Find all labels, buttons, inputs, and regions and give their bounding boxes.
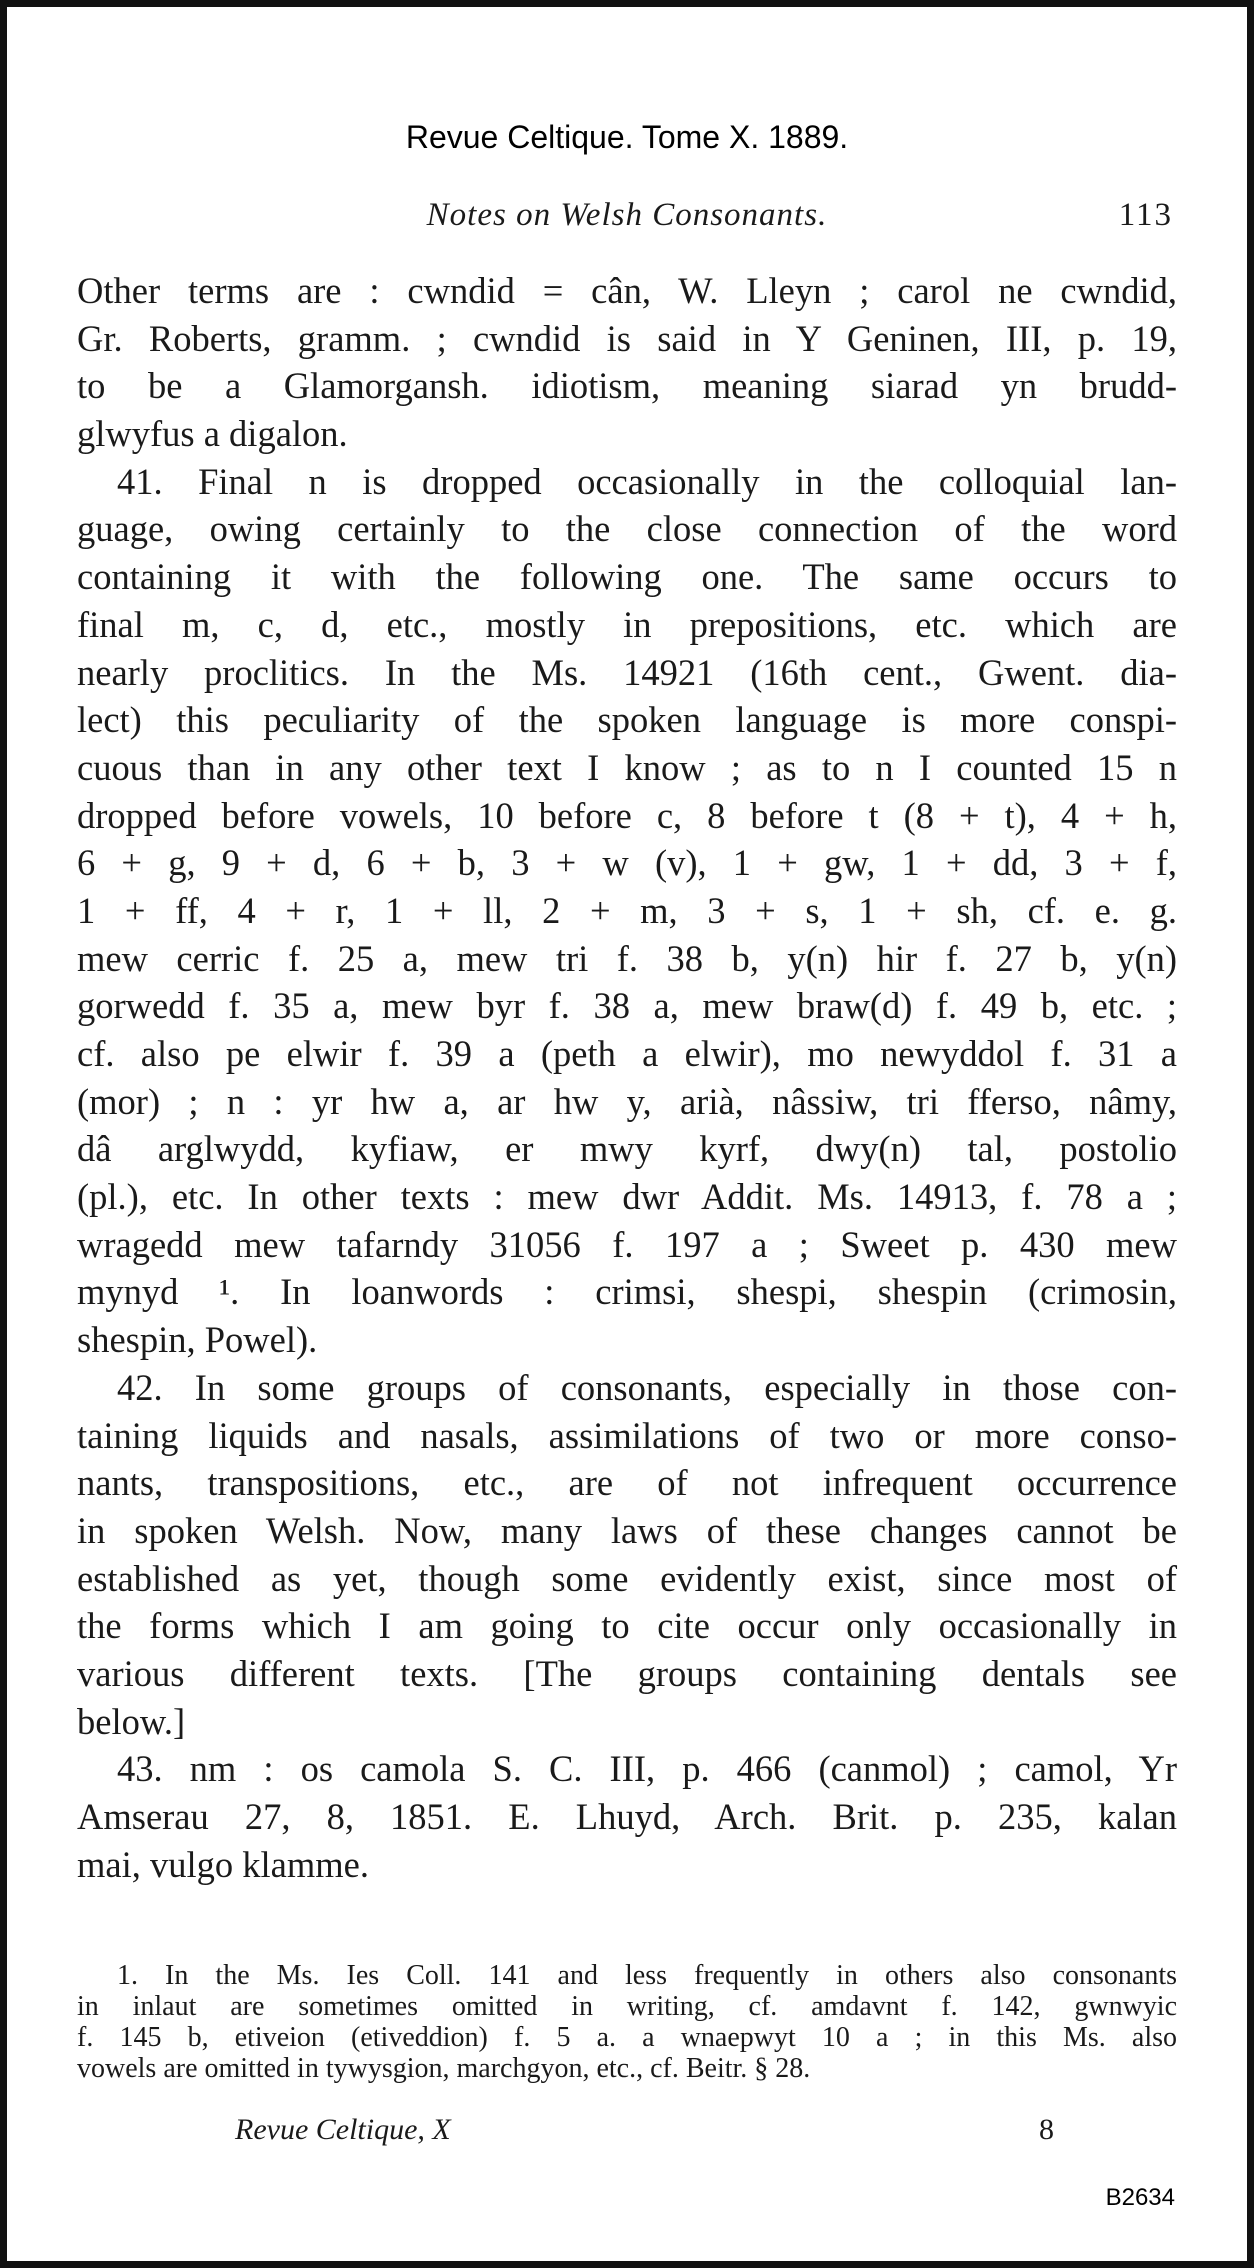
- archive-code: B2634: [1105, 2184, 1175, 2211]
- text-line: mew cerric f. 25 a, mew tri f. 38 b, y(n) hir f. 27 b, y(n): [77, 937, 1177, 979]
- text-line: Amserau 27, 8, 1851. E. Lhuyd, Arch. Brit. p. 235, kalan: [77, 1796, 1177, 1837]
- text-line: lect) this peculiarity of the spoken language is more conspi-: [77, 699, 1177, 741]
- text-line: gorwedd f. 35 a, mew byr f. 38 a, mew braw(d) f. 49 b, etc. ;: [77, 985, 1177, 1027]
- text-line: glwyfus a digalon.: [77, 413, 348, 455]
- text-line: final m, c, d, etc., mostly in prepositions, etc. which are: [77, 603, 1177, 645]
- text-line: various different texts. [The groups containing dentals see: [77, 1652, 1177, 1694]
- page-number: 113: [1118, 197, 1173, 233]
- text-line: (mor) ; n : yr hw a, ar hw y, arià, nâssiw, tri fferso, nâmy,: [77, 1080, 1177, 1122]
- text-line: in spoken Welsh. Now, many laws of these changes cannot be: [77, 1509, 1177, 1551]
- text-line: shespin, Powel).: [77, 1319, 318, 1361]
- paragraph-41-start: 41. Final n is dropped occasionally in the colloquial lan-: [117, 460, 1177, 502]
- footnotes: [77, 1960, 1177, 2084]
- text-line: cf. also pe elwir f. 39 a (peth a elwir), mo newyddol f. 31 a: [77, 1033, 1177, 1074]
- text-line: nearly proclitics. In the Ms. 14921 (16th cent., Gwent. dia-: [77, 651, 1177, 693]
- text-line: dâ arglwydd, kyfiaw, er mwy kyrf, dwy(n) tal, postolio: [77, 1128, 1177, 1170]
- text-line: cuous than in any other text I know ; as to n I counted 15 n: [77, 746, 1177, 788]
- source-header: Revue Celtique. Tome X. 1889.: [405, 119, 849, 155]
- running-head: [77, 197, 1177, 241]
- footnote-line: 1. In the Ms. Ies Coll. 141 and less frequently in others also consonants: [117, 1960, 1177, 1991]
- text-line: 6 + g, 9 + d, 6 + b, 3 + w (v), 1 + gw, 1 + dd, 3 + f,: [77, 842, 1177, 884]
- signature-title: Revue Celtique, X: [235, 2113, 451, 2146]
- text-line: containing it with the following one. The same occurs to: [77, 556, 1177, 598]
- text-line: (pl.), etc. In other texts : mew dwr Addit. Ms. 14913, f. 78 a ;: [77, 1176, 1177, 1218]
- text-line: mai, vulgo klamme.: [77, 1843, 369, 1885]
- text-line: nants, transpositions, etc., are of not infrequent occurrence: [77, 1462, 1177, 1504]
- footnote-line: vowels are omitted in tywysgion, marchgyon, etc., cf. Beitr. § 28.: [77, 2053, 811, 2084]
- paragraph-43-start: 43. nm : os camola S. C. III, p. 466 (canmol) ; camol, Yr: [117, 1748, 1177, 1790]
- body-text: [77, 267, 1177, 1888]
- text-line: Other terms are : cwndid = cân, W. Lleyn ; carol ne cwndid,: [77, 270, 1177, 311]
- footnote-line: f. 145 b, etiveion (etiveddion) f. 5 a. a wnaepwyt 10 a ; in this Ms. also: [77, 2022, 1177, 2053]
- footnote-line: in inlaut are sometimes omitted in writing, cf. amdavnt f. 142, gwnwyic: [77, 1991, 1177, 2022]
- text-line: to be a Glamorgansh. idiotism, meaning siarad yn brudd-: [77, 365, 1177, 407]
- text-line: taining liquids and nasals, assimilations of two or more conso-: [77, 1414, 1177, 1456]
- text-line: guage, owing certainly to the close connection of the word: [77, 508, 1177, 550]
- text-line: the forms which I am going to cite occur only occasionally in: [77, 1605, 1177, 1647]
- text-line: Gr. Roberts, gramm. ; cwndid is said in Y Geninen, III, p. 19,: [77, 317, 1177, 359]
- text-line: below.]: [77, 1700, 186, 1742]
- signature-number: 8: [1039, 2113, 1054, 2146]
- running-title: Notes on Welsh Consonants.: [426, 197, 828, 233]
- text-line: established as yet, though some evidently exist, since most of: [77, 1557, 1177, 1599]
- text-line: mynyd ¹. In loanwords : crimsi, shespi, shespin (crimosin,: [77, 1271, 1177, 1313]
- text-line: dropped before vowels, 10 before c, 8 before t (8 + t), 4 + h,: [77, 794, 1177, 836]
- text-line: 1 + ff, 4 + r, 1 + ll, 2 + m, 3 + s, 1 + sh, cf. e. g.: [77, 889, 1177, 931]
- paragraph-42-start: 42. In some groups of consonants, especially in those con-: [117, 1366, 1177, 1408]
- text-line: wragedd mew tafarndy 31056 f. 197 a ; Sweet p. 430 mew: [77, 1223, 1177, 1265]
